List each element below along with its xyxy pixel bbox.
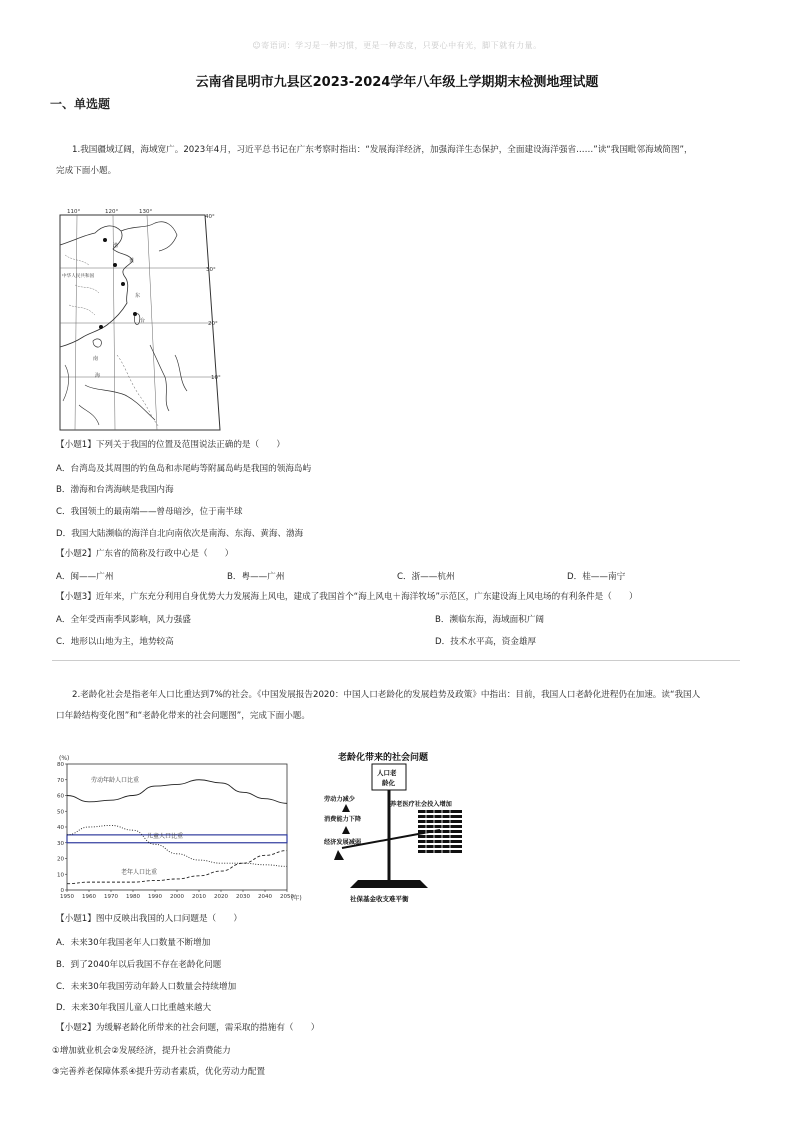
q1-sub2-stem: 【小题2】广东省的简称及行政中心是（ ） (56, 549, 234, 559)
series-line-1 (67, 825, 287, 866)
aging-problems-diagram (320, 748, 500, 908)
q2-stem-line1: 2.老龄化社会是指老年人口比重达到7%的社会。《中国发展报告2020：中国人口老龄化的发展趋势及政策》中指出：目前，我国人口老龄化进程仍在加速。读“我国人 (72, 690, 701, 700)
map-lat-label: 10° (211, 375, 221, 381)
q1-sub3-stem: 【小题3】近年来，广东充分利用自身优势大力发展海上风电，建成了我国首个“海上风电＋海洋牧场”示范区，广东建设海上风电场的有利条件是（ ） (56, 592, 638, 602)
q1-sub1-option-b[interactable]: B．渤海和台湾海峡是我国内海 (56, 485, 174, 495)
x-tick-label: 1990 (148, 894, 162, 900)
diagram-center-line2: 龄化 (382, 779, 395, 787)
x-tick-label: 2050 (280, 894, 294, 900)
q2-sub2-choices-2: ③完善养老保障体系④提升劳动者素质，优化劳动力配置 (52, 1067, 266, 1077)
q2-sub2-choices-1: ①增加就业机会②发展经济，提升社会消费能力 (52, 1046, 231, 1056)
q1-stem-line1: 1.我国疆域辽阔，海域宽广。2023年4月，习近平总书记在广东考察时指出：“发展海洋经济，加强海洋生态保护，全面建设海洋强省……”读“我国毗邻海域简图”， (72, 145, 693, 155)
series-line-2 (67, 851, 287, 884)
y-tick-label: 60 (57, 793, 64, 800)
diagram-left-1: 劳动力减少 (324, 796, 355, 803)
q1-sub3-option-c[interactable]: C．地形以山地为主，地势较高 (56, 637, 174, 647)
map-label-nan: 南 (93, 356, 99, 362)
x-tick-label: 1970 (104, 894, 118, 900)
q2-sub1-stem: 【小题1】图中反映出我国的人口问题是（ ） (56, 914, 242, 924)
diagram-bottom: 社保基金收支难平衡 (350, 895, 409, 903)
q1-sub1-option-d[interactable]: D．我国大陆濒临的海洋自北向南依次是南海、东海、黄海、渤海 (56, 529, 304, 539)
chart-xlabel: (年) (291, 895, 302, 902)
diagram-left-2: 消费能力下降 (324, 816, 362, 823)
q2-sub1-option-d[interactable]: D．未来30年我国儿童人口比重越来越大 (56, 1003, 212, 1013)
page-title: 云南省昆明市九县区2023-2024学年八年级上学期期末检测地理试题 (195, 75, 599, 90)
x-tick-label: 2010 (192, 894, 206, 900)
q1-sub3-option-d[interactable]: D．技术水平高，资金雄厚 (435, 637, 537, 647)
map-label-bohai: 渤 (113, 243, 119, 249)
question-divider (52, 660, 740, 661)
y-tick-label: 20 (57, 856, 64, 863)
map-lon-label: 130° (139, 209, 153, 215)
age-structure-chart (55, 750, 315, 908)
motto-text: ☺寄语词：学习是一种习惯，更是一种态度，只要心中有光，脚下就有力量。 (252, 41, 542, 50)
chart-ylabel: (%) (59, 755, 70, 762)
map-label-donghai: 东 (135, 293, 141, 299)
q1-sub1-option-a[interactable]: A．台湾岛及其周围的钓鱼岛和赤尾屿等附属岛屿是我国的领海岛屿 (56, 464, 312, 474)
x-tick-label: 2030 (236, 894, 250, 900)
y-tick-label: 30 (57, 840, 64, 847)
y-tick-label: 10 (57, 872, 64, 879)
y-tick-label: 80 (57, 762, 64, 768)
map-label-hai: 海 (95, 373, 101, 379)
map-lon-label: 110° (67, 209, 81, 215)
diagram-title: 老龄化带来的社会问题 (338, 753, 429, 763)
q1-sub2-option-c[interactable]: C．浙——杭州 (397, 572, 455, 582)
y-tick-label: 0 (60, 888, 64, 894)
map-lat-label: 30° (206, 267, 216, 273)
diagram-center-line1: 人口老 (377, 769, 397, 777)
q2-sub1-option-c[interactable]: C．未来30年我国劳动年龄人口数量会持续增加 (56, 982, 237, 992)
q1-sub2-option-b[interactable]: B．粤——广州 (227, 572, 285, 582)
diagram-left-3: 经济发展减弱 (324, 839, 362, 846)
q1-sub3-option-b[interactable]: B．濒临东海，海域面积广阔 (435, 615, 545, 625)
q1-stem-line2: 完成下面小题。 (56, 166, 117, 176)
series-label-elderly: 老年人口比重 (121, 869, 158, 876)
series-label-children: 儿童人口比重 (147, 833, 184, 840)
map-lat-label: 20° (208, 321, 218, 327)
q1-sub2-option-d[interactable]: D．桂——南宁 (567, 572, 626, 582)
map-lon-label: 120° (105, 209, 119, 215)
map-label-huanghai: 黄 (129, 258, 135, 264)
q2-sub2-stem: 【小题2】为缓解老龄化所带来的社会问题，需采取的措施有（ ） (56, 1023, 320, 1033)
sea-area-map (55, 205, 225, 437)
x-tick-label: 1980 (126, 894, 140, 900)
y-tick-label: 50 (57, 809, 64, 816)
x-tick-label: 1950 (60, 894, 74, 900)
x-tick-label: 2020 (214, 894, 228, 900)
q1-sub2-option-a[interactable]: A．闽——广州 (56, 572, 114, 582)
map-lat-label: 40° (205, 214, 215, 220)
q1-sub1-option-c[interactable]: C．我国领土的最南端——曾母暗沙，位于南半球 (56, 507, 243, 517)
map-label-china: 中华人民共和国 (62, 274, 95, 279)
y-tick-label: 40 (57, 825, 64, 831)
section-heading: 一、单选题 (50, 97, 111, 111)
map-label-taiwan: 台 (140, 318, 146, 324)
x-tick-label: 2040 (258, 894, 272, 900)
series-label-working-age: 劳动年龄人口比重 (91, 777, 140, 784)
q2-sub1-option-b[interactable]: B．到了2040年以后我国不存在老龄化问题 (56, 960, 222, 970)
q1-sub3-option-a[interactable]: A．全年受西南季风影响，风力强盛 (56, 615, 191, 625)
q1-sub1-stem: 【小题1】下列关于我国的位置及范围说法正确的是（ ） (56, 440, 285, 450)
x-tick-label: 1960 (82, 894, 96, 900)
y-tick-label: 70 (57, 777, 64, 784)
q2-sub1-option-a[interactable]: A．未来30年我国老年人口数量不断增加 (56, 938, 211, 948)
q2-stem-line2: 口年龄结构变化图”和“老龄化带来的社会问题图”，完成下面小题。 (56, 711, 310, 721)
x-tick-label: 2000 (170, 894, 184, 900)
diagram-right: 养老医疗社会投入增加 (390, 801, 452, 808)
